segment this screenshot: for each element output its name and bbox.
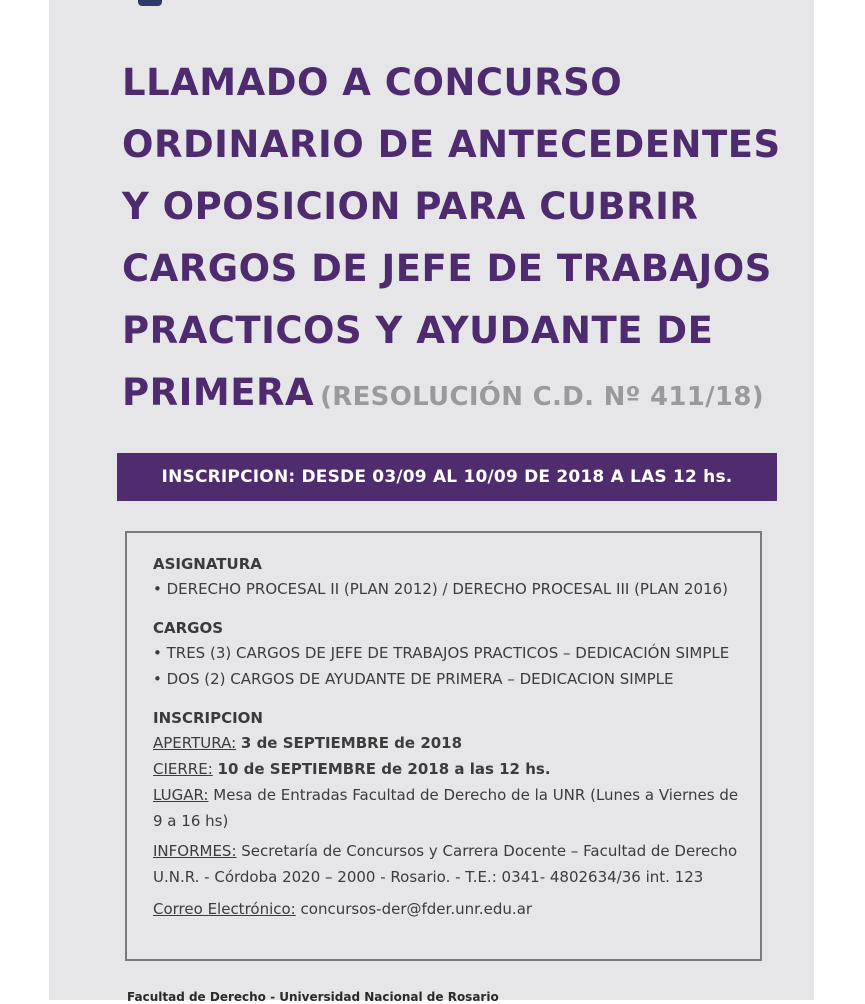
title-line: PRIMERA (122, 371, 315, 414)
informes-label: INFORMES: (153, 842, 237, 860)
registration-banner: INSCRIPCION: DESDE 03/09 AL 10/09 DE 2018 A LAS 12 hs. (117, 453, 777, 501)
cargos-item: • TRES (3) CARGOS DE JEFE DE TRABAJOS PRACTICOS – DEDICACIÓN SIMPLE (153, 644, 730, 662)
cargos-item: • DOS (2) CARGOS DE AYUDANTE DE PRIMERA – DEDICACION SIMPLE (153, 670, 674, 688)
title-line: PRACTICOS Y AYUDANTE DE (122, 309, 714, 352)
inscripcion-heading: INSCRIPCION (153, 709, 263, 727)
cierre-value: 10 de SEPTIEMBRE de 2018 a las 12 hs. (217, 760, 551, 778)
apertura-value: 3 de SEPTIEMBRE de 2018 (240, 734, 463, 752)
lugar-label: LUGAR: (153, 786, 209, 804)
asignatura-heading: ASIGNATURA (153, 555, 262, 573)
informes-field (153, 838, 753, 890)
lugar-field (153, 782, 753, 834)
cierre-label: CIERRE: (153, 760, 213, 778)
lugar-value: Mesa de Entradas Facultad de Derecho de la UNR (Lunes a Viernes de (213, 786, 739, 804)
apertura-field (153, 730, 753, 756)
title-line: CARGOS DE JEFE DE TRABAJOS (122, 247, 772, 290)
email-link[interactable]: concursos-der@fder.unr.edu.ar (300, 900, 533, 918)
title-line-last (122, 362, 802, 428)
details-content (153, 552, 753, 922)
university-logo (138, 0, 162, 6)
title-line: ORDINARIO DE ANTECEDENTES (122, 123, 781, 166)
resolution-reference: (RESOLUCIÓN C.D. Nº 411/18) (320, 382, 764, 412)
title-line: Y OPOSICION PARA CUBRIR (122, 185, 699, 228)
title-line: LLAMADO A CONCURSO (122, 61, 623, 104)
footer-text: Facultad de Derecho - Universidad Nacional de Rosario (127, 990, 499, 1004)
informes-value: Secretaría de Concursos y Carrera Docente – Facultad de Derecho (241, 842, 738, 860)
poster-title (122, 52, 802, 428)
apertura-label: APERTURA: (153, 734, 237, 752)
informes-value-cont: U.N.R. - Córdoba 2020 – 2000 - Rosario. - T.E.: 0341- 4802634/36 int. 123 (153, 868, 704, 886)
cargos-heading: CARGOS (153, 619, 224, 637)
cierre-field (153, 756, 753, 782)
lugar-value-cont: 9 a 16 hs) (153, 812, 229, 830)
correo-label: Correo Electrónico: (153, 900, 296, 918)
asignatura-item: • DERECHO PROCESAL II (PLAN 2012) / DERECHO PROCESAL III (PLAN 2016) (153, 580, 728, 598)
correo-field (153, 896, 753, 922)
